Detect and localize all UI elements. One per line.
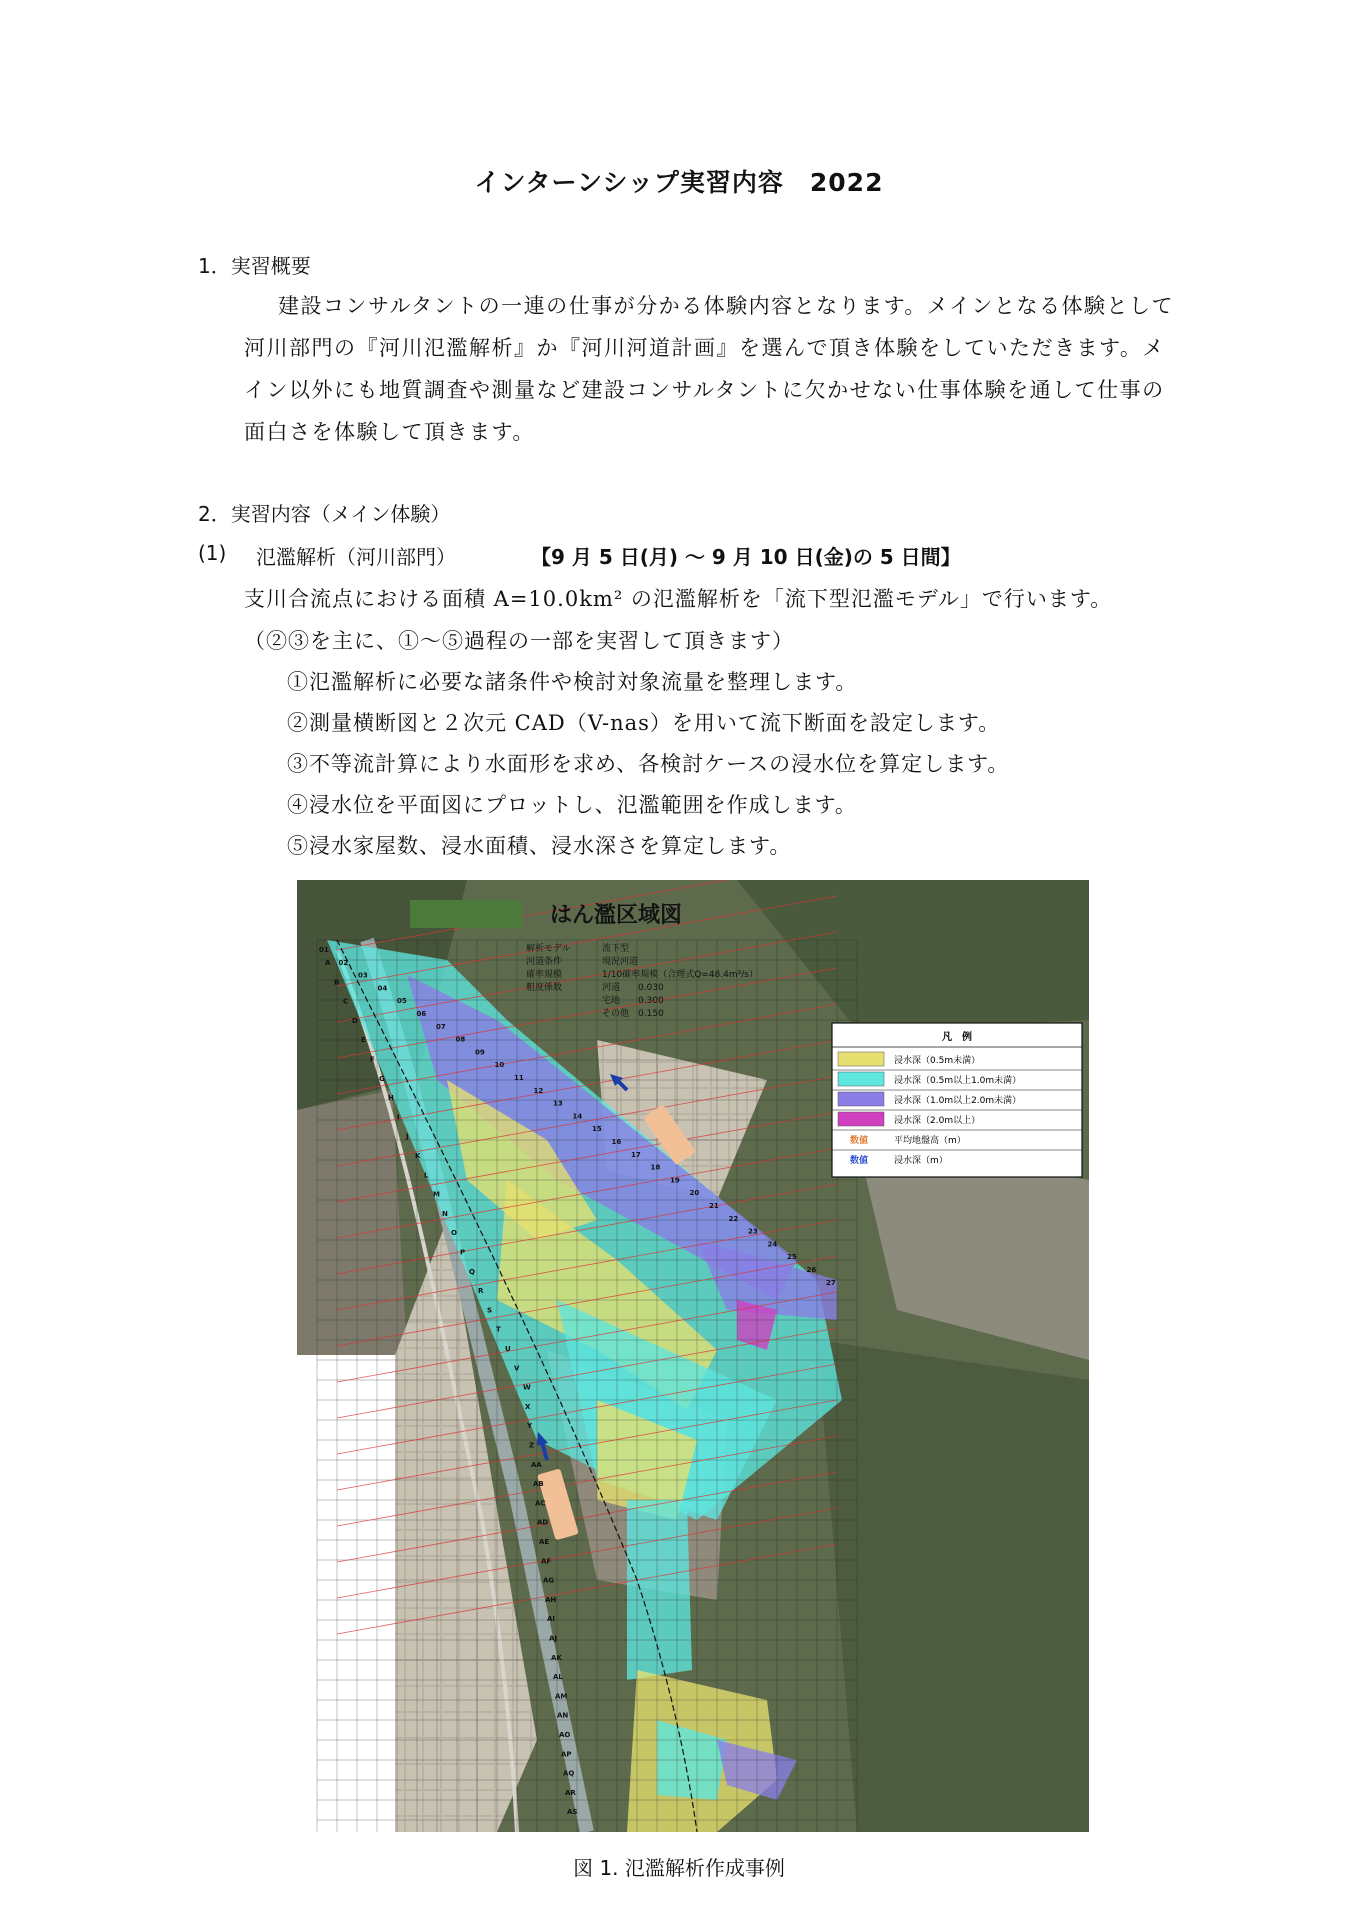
section-label: 09 (475, 1048, 485, 1057)
legend-label: 浸水深（2.0m以上） (894, 1116, 981, 1126)
condition-label: 解析モデル (526, 944, 571, 954)
condition-value: 流下型 (602, 944, 630, 954)
section-label: 16 (611, 1138, 622, 1146)
section-label: 01 (319, 946, 329, 954)
condition-label: 粗度係数 (526, 983, 563, 993)
grid-letter-label: E (361, 1036, 366, 1045)
section-label: 12 (533, 1086, 544, 1095)
grid-letter-label: V (514, 1364, 520, 1373)
grid-letter-label: Q (469, 1267, 475, 1276)
legend-sample: 数値 (850, 1156, 869, 1166)
analysis-intro: 支川合流点における面積 A=10.0km² の氾濫解析を「流下型氾濫モデル」で行います。 (244, 587, 1113, 611)
section-1-paragraph (244, 285, 1184, 453)
section-label: 07 (436, 1022, 446, 1031)
section-label: 25 (787, 1253, 797, 1262)
step-5: ⑤浸水家屋数、浸水面積、浸水深さを算定します。 (287, 834, 792, 858)
section-label: 18 (650, 1163, 661, 1172)
analysis-note: （②③を主に、①～⑤過程の一部を実習して頂きます） (244, 629, 794, 653)
legend-swatch (838, 1112, 884, 1126)
legend-label: 浸水深（0.5m未満） (894, 1056, 981, 1066)
legend-sample: 数値 (850, 1136, 869, 1146)
section-2-heading: 2．実習内容（メイン体験） (198, 502, 451, 526)
section-label: 23 (748, 1227, 758, 1236)
grid-letter-label: U (505, 1345, 511, 1353)
figure-caption: 図 1. 氾濫解析作成事例 (573, 1856, 785, 1880)
legend-title: 凡 例 (942, 1032, 972, 1043)
flood-map-figure (297, 880, 1089, 1832)
grid-letter-label: W (523, 1383, 531, 1392)
grid-letter-label: AI (547, 1615, 556, 1624)
step-3: ③不等流計算により水面形を求め、各検討ケースの浸水位を算定します。 (287, 752, 1010, 776)
map-title: はん濫区域図 (550, 903, 683, 928)
legend-box (832, 1023, 1082, 1177)
condition-value: 1/10確率規模（合理式Q=48.4m³/s） (602, 970, 758, 980)
section-1-line: 建設コンサルタントの一連の仕事が分かる体験内容となります。メインとなる体験 (278, 294, 1107, 318)
section-label: 22 (728, 1214, 739, 1223)
section-label: 21 (709, 1202, 719, 1210)
legend-label: 浸水深（0.5m以上1.0m未満） (894, 1076, 1022, 1086)
subsection-title: 氾濫解析（河川部門） (256, 545, 456, 569)
section-1-line: 験を通して仕事の面白さを体験して頂きます。 (244, 378, 1165, 444)
condition-value: 現況河道 (602, 957, 639, 967)
map-label-block (410, 900, 522, 928)
grid-letter-label: F (370, 1055, 375, 1064)
grid-letter-label: R (478, 1287, 484, 1296)
grid-letter-label: AM (555, 1692, 568, 1701)
section-1-line: きます。メイン以外にも地質調査や測量など建設コンサルタントに欠かせない仕事体 (244, 336, 1165, 402)
subsection-period: 【9 月 5 日(月) ～ 9 月 10 日(金)の 5 日間】 (531, 545, 961, 569)
subsection-number: (1) (198, 541, 227, 565)
step-2: ②測量横断図と２次元 CAD（V-nas）を用いて流下断面を設定します。 (287, 711, 1001, 735)
grid-letter-label: AL (553, 1673, 563, 1682)
grid-letter-label: AO (559, 1731, 571, 1739)
legend-swatch (838, 1052, 884, 1066)
grid-letter-label: G (379, 1074, 385, 1083)
section-label: 13 (553, 1099, 563, 1108)
section-1-line: として河川部門の『河川氾濫解析』か『河川河道計画』を選んで頂き体験をしていただ (244, 294, 1175, 360)
grid-letter-label: J (406, 1132, 409, 1141)
grid-letter-label: Z (529, 1441, 535, 1450)
legend-label: 浸水深（m） (894, 1156, 948, 1166)
grid-letter-label: AH (545, 1595, 557, 1604)
grid-letter-label: B (334, 978, 340, 987)
section-label: 06 (416, 1010, 427, 1018)
grid-letter-label: AD (537, 1518, 549, 1527)
grid-letter-label: O (451, 1229, 457, 1238)
step-1: ①氾濫解析に必要な諸条件や検討対象流量を整理します。 (287, 670, 858, 694)
section-label: 08 (455, 1035, 466, 1044)
section-label: 02 (338, 958, 349, 967)
condition-label: 確率規模 (526, 970, 563, 980)
grid-letter-label: AB (533, 1480, 544, 1489)
section-label: 04 (377, 984, 388, 993)
legend-label: 浸水深（1.0m以上2.0m未満） (894, 1096, 1022, 1106)
grid-letter-label: L (424, 1171, 429, 1180)
section-label: 27 (826, 1278, 836, 1287)
step-4: ④浸水位を平面図にプロットし、氾濫範囲を作成します。 (287, 793, 857, 817)
grid-letter-label: AR (565, 1788, 576, 1797)
grid-letter-label: K (415, 1152, 421, 1160)
grid-letter-label: I (397, 1113, 400, 1122)
grid-letter-label: AP (561, 1750, 572, 1759)
grid-letter-label: A (325, 959, 331, 967)
grid-letter-label: AQ (563, 1769, 575, 1778)
grid-letter-label: AF (541, 1557, 552, 1566)
grid-letter-label: AC (535, 1499, 546, 1508)
grid-letter-label: N (442, 1209, 448, 1218)
grid-letter-label: AA (531, 1460, 542, 1469)
section-label: 10 (494, 1061, 505, 1070)
grid-letter-label: AG (543, 1576, 555, 1585)
grid-letter-label: C (343, 997, 349, 1006)
section-label: 26 (806, 1266, 817, 1274)
condition-value: 宅地 0.300 (602, 996, 664, 1006)
grid-letter-label: AE (539, 1538, 550, 1546)
condition-label: 河道条件 (526, 957, 563, 967)
section-label: 15 (592, 1125, 602, 1134)
section-label: 11 (514, 1074, 524, 1082)
legend-swatch (838, 1072, 884, 1086)
grid-letter-label: AN (557, 1711, 569, 1720)
grid-letter-label: AJ (549, 1634, 558, 1643)
grid-letter-label: D (352, 1016, 358, 1025)
condition-value: 河道 0.030 (602, 983, 664, 993)
legend-label: 平均地盤高（m） (894, 1136, 966, 1146)
grid-letter-label: Y (527, 1422, 533, 1431)
legend-swatch (838, 1092, 884, 1106)
section-1-heading: 1．実習概要 (198, 254, 311, 278)
section-label: 20 (689, 1189, 700, 1198)
grid-letter-label: M (433, 1190, 440, 1199)
grid-letter-label: AK (551, 1653, 562, 1662)
section-label: 05 (397, 997, 407, 1006)
grid-letter-label: AS (567, 1808, 578, 1817)
page-title: インターンシップ実習内容 2022 (474, 168, 884, 197)
grid-letter-label: X (525, 1402, 531, 1411)
section-label: 14 (572, 1112, 583, 1121)
grid-letter-label: P (460, 1248, 466, 1257)
grid-letter-label: H (388, 1094, 394, 1103)
condition-value: その他 0.150 (602, 1009, 664, 1019)
grid-letter-label: T (496, 1325, 501, 1334)
section-label: 19 (670, 1176, 680, 1185)
section-label: 24 (767, 1240, 778, 1249)
section-label: 17 (631, 1150, 641, 1159)
grid-letter-label: S (487, 1306, 493, 1315)
section-label: 03 (358, 971, 368, 980)
